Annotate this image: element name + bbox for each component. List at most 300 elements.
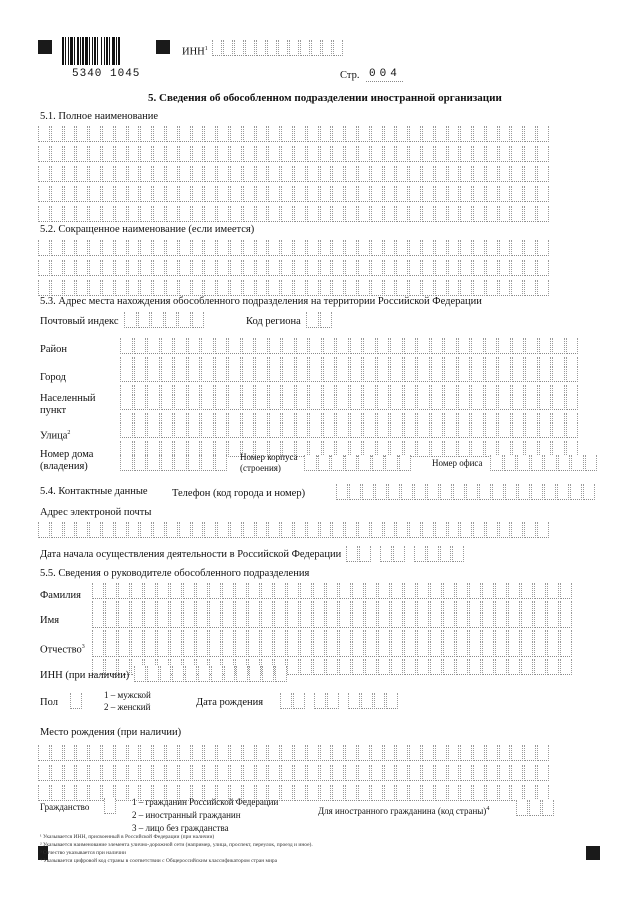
char-cell[interactable]	[268, 206, 280, 222]
char-cell[interactable]	[417, 659, 429, 675]
char-cell[interactable]	[147, 666, 159, 682]
char-cell[interactable]	[396, 240, 408, 256]
char-cell[interactable]	[64, 146, 76, 162]
char-cell[interactable]	[534, 641, 546, 657]
char-cell[interactable]	[304, 455, 317, 471]
char-cell[interactable]	[280, 693, 292, 709]
char-cell[interactable]	[102, 206, 114, 222]
char-cell[interactable]	[76, 522, 88, 538]
char-cell[interactable]	[444, 441, 457, 457]
char-cell[interactable]	[486, 522, 498, 538]
char-cell[interactable]	[512, 422, 525, 438]
char-cell[interactable]	[495, 641, 507, 657]
char-cell[interactable]	[396, 260, 408, 276]
char-cell[interactable]	[460, 765, 472, 781]
char-cell[interactable]	[51, 280, 63, 296]
char-cell[interactable]	[274, 612, 286, 628]
char-cell[interactable]	[332, 765, 344, 781]
char-cell[interactable]	[313, 612, 325, 628]
char-cell[interactable]	[51, 166, 63, 182]
char-cell[interactable]	[435, 260, 447, 276]
char-cell[interactable]	[384, 186, 396, 202]
char-cell[interactable]	[102, 280, 114, 296]
char-cell[interactable]	[192, 280, 204, 296]
char-cell[interactable]	[448, 280, 460, 296]
char-cell[interactable]	[170, 612, 182, 628]
char-cell[interactable]	[64, 745, 76, 761]
char-cell[interactable]	[537, 146, 549, 162]
char-cell[interactable]	[174, 338, 187, 354]
char-cell[interactable]	[242, 338, 255, 354]
char-cell[interactable]	[161, 422, 174, 438]
char-cell[interactable]	[89, 206, 101, 222]
char-cell[interactable]	[281, 240, 293, 256]
char-cell[interactable]	[521, 641, 533, 657]
char-cell[interactable]	[157, 612, 169, 628]
char-cell[interactable]	[471, 441, 484, 457]
char-cell[interactable]	[89, 522, 101, 538]
char-cell[interactable]	[391, 612, 403, 628]
char-cell[interactable]	[256, 240, 268, 256]
char-cell[interactable]	[51, 260, 63, 276]
char-cell[interactable]	[92, 583, 104, 599]
char-cell[interactable]	[235, 641, 247, 657]
char-cell[interactable]	[249, 666, 261, 682]
char-cell[interactable]	[371, 785, 383, 801]
char-cell[interactable]	[76, 186, 88, 202]
building-cells[interactable]	[304, 455, 412, 471]
char-cell[interactable]	[153, 146, 165, 162]
char-cell[interactable]	[300, 641, 312, 657]
char-cell[interactable]	[552, 366, 565, 382]
char-cell[interactable]	[192, 146, 204, 162]
char-cell[interactable]	[499, 765, 511, 781]
full-name-row-2[interactable]	[38, 146, 550, 162]
char-cell[interactable]	[404, 612, 416, 628]
char-cell[interactable]	[345, 455, 358, 471]
char-cell[interactable]	[306, 312, 319, 328]
char-cell[interactable]	[332, 146, 344, 162]
char-cell[interactable]	[537, 186, 549, 202]
char-cell[interactable]	[294, 745, 306, 761]
char-cell[interactable]	[552, 394, 565, 410]
char-cell[interactable]	[222, 612, 234, 628]
char-cell[interactable]	[179, 522, 191, 538]
char-cell[interactable]	[404, 422, 417, 438]
char-cell[interactable]	[230, 745, 242, 761]
char-cell[interactable]	[201, 366, 214, 382]
char-cell[interactable]	[243, 260, 255, 276]
char-cell[interactable]	[192, 206, 204, 222]
char-cell[interactable]	[448, 206, 460, 222]
char-cell[interactable]	[458, 422, 471, 438]
char-cell[interactable]	[217, 745, 229, 761]
char-cell[interactable]	[409, 745, 421, 761]
char-cell[interactable]	[236, 666, 248, 682]
char-cell[interactable]	[401, 484, 413, 500]
char-cell[interactable]	[282, 422, 295, 438]
char-cell[interactable]	[161, 455, 174, 471]
email-row-1[interactable]	[38, 522, 550, 538]
char-cell[interactable]	[431, 422, 444, 438]
char-cell[interactable]	[235, 583, 247, 599]
char-cell[interactable]	[460, 186, 472, 202]
char-cell[interactable]	[217, 280, 229, 296]
char-cell[interactable]	[289, 40, 299, 56]
char-cell[interactable]	[235, 612, 247, 628]
char-cell[interactable]	[521, 583, 533, 599]
char-cell[interactable]	[547, 612, 559, 628]
char-cell[interactable]	[105, 641, 117, 657]
char-cell[interactable]	[188, 394, 201, 410]
char-cell[interactable]	[64, 785, 76, 801]
char-cell[interactable]	[498, 422, 511, 438]
char-cell[interactable]	[537, 785, 549, 801]
char-cell[interactable]	[332, 240, 344, 256]
char-cell[interactable]	[320, 785, 332, 801]
house-cells[interactable]	[120, 455, 228, 471]
char-cell[interactable]	[179, 126, 191, 142]
char-cell[interactable]	[460, 522, 472, 538]
char-cell[interactable]	[281, 126, 293, 142]
char-cell[interactable]	[256, 126, 268, 142]
country-code-cells[interactable]	[516, 800, 555, 816]
char-cell[interactable]	[120, 422, 133, 438]
char-cell[interactable]	[307, 166, 319, 182]
full-name-row-5[interactable]	[38, 206, 550, 222]
char-cell[interactable]	[38, 745, 50, 761]
char-cell[interactable]	[365, 641, 377, 657]
birth-place-row-2[interactable]	[38, 765, 550, 781]
char-cell[interactable]	[456, 583, 468, 599]
char-cell[interactable]	[371, 206, 383, 222]
char-cell[interactable]	[456, 612, 468, 628]
char-cell[interactable]	[486, 280, 498, 296]
char-cell[interactable]	[64, 522, 76, 538]
char-cell[interactable]	[313, 641, 325, 657]
char-cell[interactable]	[499, 126, 511, 142]
char-cell[interactable]	[215, 338, 228, 354]
char-cell[interactable]	[204, 146, 216, 162]
char-cell[interactable]	[537, 280, 549, 296]
char-cell[interactable]	[332, 260, 344, 276]
char-cell[interactable]	[332, 166, 344, 182]
char-cell[interactable]	[371, 522, 383, 538]
char-cell[interactable]	[64, 126, 76, 142]
start-date-year[interactable]	[414, 546, 465, 562]
char-cell[interactable]	[296, 394, 309, 410]
char-cell[interactable]	[525, 366, 538, 382]
char-cell[interactable]	[390, 422, 403, 438]
char-cell[interactable]	[512, 394, 525, 410]
char-cell[interactable]	[281, 745, 293, 761]
char-cell[interactable]	[320, 522, 332, 538]
char-cell[interactable]	[404, 366, 417, 382]
char-cell[interactable]	[443, 659, 455, 675]
char-cell[interactable]	[531, 455, 544, 471]
char-cell[interactable]	[153, 240, 165, 256]
char-cell[interactable]	[430, 659, 442, 675]
char-cell[interactable]	[358, 260, 370, 276]
char-cell[interactable]	[217, 522, 229, 538]
char-cell[interactable]	[499, 146, 511, 162]
char-cell[interactable]	[89, 765, 101, 781]
char-cell[interactable]	[409, 785, 421, 801]
char-cell[interactable]	[390, 338, 403, 354]
char-cell[interactable]	[89, 126, 101, 142]
char-cell[interactable]	[115, 146, 127, 162]
char-cell[interactable]	[473, 240, 485, 256]
char-cell[interactable]	[427, 484, 439, 500]
char-cell[interactable]	[391, 659, 403, 675]
char-cell[interactable]	[332, 126, 344, 142]
char-cell[interactable]	[352, 641, 364, 657]
char-cell[interactable]	[469, 583, 481, 599]
char-cell[interactable]	[371, 280, 383, 296]
char-cell[interactable]	[183, 612, 195, 628]
char-cell[interactable]	[332, 186, 344, 202]
char-cell[interactable]	[444, 366, 457, 382]
char-cell[interactable]	[473, 186, 485, 202]
char-cell[interactable]	[473, 166, 485, 182]
char-cell[interactable]	[268, 186, 280, 202]
char-cell[interactable]	[524, 785, 536, 801]
char-cell[interactable]	[471, 366, 484, 382]
char-cell[interactable]	[326, 583, 338, 599]
char-cell[interactable]	[435, 146, 447, 162]
char-cell[interactable]	[435, 166, 447, 182]
char-cell[interactable]	[243, 186, 255, 202]
char-cell[interactable]	[377, 366, 390, 382]
char-cell[interactable]	[443, 641, 455, 657]
char-cell[interactable]	[144, 612, 156, 628]
char-cell[interactable]	[345, 280, 357, 296]
char-cell[interactable]	[140, 240, 152, 256]
char-cell[interactable]	[248, 612, 260, 628]
char-cell[interactable]	[435, 785, 447, 801]
char-cell[interactable]	[524, 126, 536, 142]
char-cell[interactable]	[371, 765, 383, 781]
char-cell[interactable]	[378, 659, 390, 675]
char-cell[interactable]	[422, 765, 434, 781]
char-cell[interactable]	[417, 394, 430, 410]
char-cell[interactable]	[371, 146, 383, 162]
char-cell[interactable]	[174, 422, 187, 438]
char-cell[interactable]	[471, 422, 484, 438]
char-cell[interactable]	[118, 583, 130, 599]
char-cell[interactable]	[282, 394, 295, 410]
char-cell[interactable]	[157, 583, 169, 599]
char-cell[interactable]	[388, 484, 400, 500]
char-cell[interactable]	[64, 280, 76, 296]
char-cell[interactable]	[471, 394, 484, 410]
char-cell[interactable]	[384, 260, 396, 276]
char-cell[interactable]	[336, 338, 349, 354]
char-cell[interactable]	[243, 765, 255, 781]
char-cell[interactable]	[524, 522, 536, 538]
char-cell[interactable]	[179, 745, 191, 761]
char-cell[interactable]	[448, 745, 460, 761]
char-cell[interactable]	[377, 422, 390, 438]
char-cell[interactable]	[495, 659, 507, 675]
char-cell[interactable]	[38, 765, 50, 781]
char-cell[interactable]	[242, 422, 255, 438]
char-cell[interactable]	[243, 280, 255, 296]
char-cell[interactable]	[140, 522, 152, 538]
char-cell[interactable]	[204, 765, 216, 781]
char-cell[interactable]	[378, 583, 390, 599]
char-cell[interactable]	[350, 366, 363, 382]
char-cell[interactable]	[486, 166, 498, 182]
char-cell[interactable]	[512, 338, 525, 354]
char-cell[interactable]	[300, 583, 312, 599]
char-cell[interactable]	[547, 583, 559, 599]
char-cell[interactable]	[499, 785, 511, 801]
char-cell[interactable]	[268, 146, 280, 162]
char-cell[interactable]	[417, 338, 430, 354]
char-cell[interactable]	[524, 260, 536, 276]
char-cell[interactable]	[192, 260, 204, 276]
char-cell[interactable]	[512, 366, 525, 382]
char-cell[interactable]	[320, 260, 332, 276]
char-cell[interactable]	[89, 745, 101, 761]
char-cell[interactable]	[485, 366, 498, 382]
char-cell[interactable]	[102, 166, 114, 182]
char-cell[interactable]	[269, 394, 282, 410]
char-cell[interactable]	[281, 166, 293, 182]
char-cell[interactable]	[560, 612, 572, 628]
char-cell[interactable]	[115, 166, 127, 182]
char-cell[interactable]	[118, 641, 130, 657]
char-cell[interactable]	[294, 522, 306, 538]
char-cell[interactable]	[558, 455, 571, 471]
char-cell[interactable]	[309, 422, 322, 438]
char-cell[interactable]	[140, 280, 152, 296]
char-cell[interactable]	[371, 240, 383, 256]
char-cell[interactable]	[363, 366, 376, 382]
char-cell[interactable]	[293, 693, 305, 709]
char-cell[interactable]	[89, 240, 101, 256]
char-cell[interactable]	[307, 260, 319, 276]
char-cell[interactable]	[378, 641, 390, 657]
char-cell[interactable]	[339, 641, 351, 657]
char-cell[interactable]	[511, 206, 523, 222]
char-cell[interactable]	[294, 785, 306, 801]
char-cell[interactable]	[396, 166, 408, 182]
char-cell[interactable]	[431, 338, 444, 354]
char-cell[interactable]	[309, 394, 322, 410]
char-cell[interactable]	[384, 240, 396, 256]
char-cell[interactable]	[473, 206, 485, 222]
char-cell[interactable]	[358, 280, 370, 296]
char-cell[interactable]	[371, 126, 383, 142]
char-cell[interactable]	[350, 394, 363, 410]
char-cell[interactable]	[228, 441, 241, 457]
char-cell[interactable]	[511, 240, 523, 256]
char-cell[interactable]	[256, 280, 268, 296]
char-cell[interactable]	[377, 338, 390, 354]
char-cell[interactable]	[524, 765, 536, 781]
char-cell[interactable]	[179, 166, 191, 182]
char-cell[interactable]	[230, 126, 242, 142]
char-cell[interactable]	[166, 186, 178, 202]
char-cell[interactable]	[172, 666, 184, 682]
char-cell[interactable]	[209, 612, 221, 628]
char-cell[interactable]	[409, 126, 421, 142]
char-cell[interactable]	[396, 186, 408, 202]
char-cell[interactable]	[309, 338, 322, 354]
char-cell[interactable]	[89, 146, 101, 162]
char-cell[interactable]	[486, 765, 498, 781]
char-cell[interactable]	[147, 422, 160, 438]
char-cell[interactable]	[188, 455, 201, 471]
char-cell[interactable]	[358, 206, 370, 222]
city-row-1[interactable]	[120, 366, 579, 382]
char-cell[interactable]	[179, 240, 191, 256]
char-cell[interactable]	[178, 312, 191, 328]
char-cell[interactable]	[64, 206, 76, 222]
char-cell[interactable]	[473, 146, 485, 162]
char-cell[interactable]	[345, 785, 357, 801]
char-cell[interactable]	[409, 206, 421, 222]
char-cell[interactable]	[166, 765, 178, 781]
char-cell[interactable]	[188, 422, 201, 438]
patronymic-row-1[interactable]	[92, 641, 573, 657]
char-cell[interactable]	[204, 522, 216, 538]
char-cell[interactable]	[209, 641, 221, 657]
char-cell[interactable]	[196, 583, 208, 599]
char-cell[interactable]	[524, 240, 536, 256]
char-cell[interactable]	[320, 745, 332, 761]
char-cell[interactable]	[345, 260, 357, 276]
char-cell[interactable]	[140, 206, 152, 222]
char-cell[interactable]	[179, 186, 191, 202]
char-cell[interactable]	[242, 394, 255, 410]
char-cell[interactable]	[256, 40, 266, 56]
char-cell[interactable]	[508, 612, 520, 628]
char-cell[interactable]	[314, 693, 326, 709]
char-cell[interactable]	[511, 785, 523, 801]
char-cell[interactable]	[248, 583, 260, 599]
char-cell[interactable]	[311, 40, 321, 56]
char-cell[interactable]	[511, 522, 523, 538]
char-cell[interactable]	[192, 240, 204, 256]
char-cell[interactable]	[346, 546, 358, 562]
char-cell[interactable]	[228, 366, 241, 382]
char-cell[interactable]	[485, 338, 498, 354]
char-cell[interactable]	[102, 745, 114, 761]
char-cell[interactable]	[255, 338, 268, 354]
char-cell[interactable]	[296, 338, 309, 354]
char-cell[interactable]	[287, 659, 299, 675]
surname-row-1[interactable]	[92, 583, 573, 599]
char-cell[interactable]	[393, 546, 405, 562]
char-cell[interactable]	[160, 666, 172, 682]
char-cell[interactable]	[456, 659, 468, 675]
char-cell[interactable]	[166, 206, 178, 222]
char-cell[interactable]	[378, 612, 390, 628]
char-cell[interactable]	[294, 166, 306, 182]
char-cell[interactable]	[307, 186, 319, 202]
char-cell[interactable]	[524, 206, 536, 222]
char-cell[interactable]	[404, 583, 416, 599]
char-cell[interactable]	[391, 641, 403, 657]
char-cell[interactable]	[384, 765, 396, 781]
char-cell[interactable]	[211, 666, 223, 682]
char-cell[interactable]	[486, 206, 498, 222]
char-cell[interactable]	[511, 765, 523, 781]
char-cell[interactable]	[495, 583, 507, 599]
